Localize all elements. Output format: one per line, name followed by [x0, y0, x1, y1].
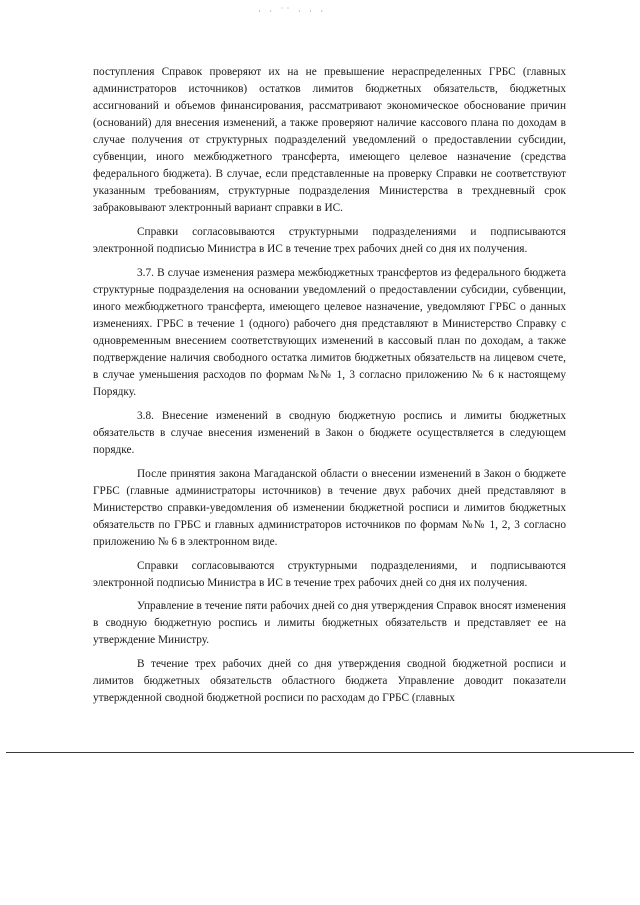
paragraph-continuation: поступления Справок проверяют их на не превышение нераспределенных ГРБС (главных администраторов источников) остатков лимитов бюджетных обязательств, бюджетных ассигнований и объемов финансирования, рассматривают экономическое обоснование причин (оснований) для внесения изменений, а также проверяют наличие кассового плана по доходам в случае получения от структурных подразделений уведомлений о предоставлении субсидии, субвенции, иного межбюджетного трансферта, имеющего целевое назначение (средства федерального бюджета). В случае, если представленные на проверку Справки не соответствуют указанным требованиям, структурные подразделения Министерства в трехдневный срок забраковывают электронный вариант справки в ИС.: [93, 66, 566, 214]
paragraph: Справки согласовываются структурными подразделениями и подписываются электронной подписью Министра в ИС в течение трех рабочих дней со дня их получения.: [93, 226, 566, 255]
document-body: [93, 64, 566, 714]
page-bottom-rule: [6, 752, 634, 753]
paragraph-section-3-8: 3.8. Внесение изменений в сводную бюджетную роспись и лимиты бюджетных обязательств в случае внесения изменений в Закон о бюджете осуществляется в следующем порядке.: [93, 410, 566, 456]
paragraph: В течение трех рабочих дней со дня утверждения сводной бюджетной росписи и лимитов бюджетных обязательств областного бюджета Управление доводит показатели утвержденной сводной бюджетной росписи по расходам до ГРБС (главных: [93, 658, 566, 704]
paragraph: Управление в течение пяти рабочих дней со дня утверждения Справок вносят изменения в сводную бюджетную роспись и лимиты бюджетных обязательств и представляет ее на утверждение Министру.: [93, 600, 566, 646]
paragraph-section-3-7: 3.7. В случае изменения размера межбюджетных трансфертов из федерального бюджета структурные подразделения на основании уведомлений о предоставлении субсидии, субвенции, иного межбюджетного трансферта, имеющего целевое назначение, уведомляют ГРБС о данных изменениях. ГРБС в течение 1 (одного) рабочего дня представляют в Министерство Справку с одновременным внесением соответствующих изменений в кассовый план по доходам, а также подтверждение наличия свободного остатка лимитов бюджетных обязательств на лицевом счете, в случае уменьшения расходов по формам №№ 1, 3 согласно приложению № 6 к настоящему Порядку.: [93, 267, 566, 398]
paragraph: После принятия закона Магаданской области о внесении изменений в Закон о бюджете ГРБС (главные администраторы источников) в течение двух рабочих дней представляют в Министерство справки-уведомления об изменении бюджетной росписи и лимитов бюджетных обязательств по ГРБС и главных администраторов источников по формам №№ 1, 2, 3 согласно приложению № 6 в электронном виде.: [93, 468, 566, 548]
scan-header-mark: · · ˙˙ · · ·: [258, 6, 327, 16]
paragraph: Справки согласовываются структурными подразделениями, и подписываются электронной подписью Министра в ИС в течение трех рабочих дней со дня их получения.: [93, 560, 566, 589]
